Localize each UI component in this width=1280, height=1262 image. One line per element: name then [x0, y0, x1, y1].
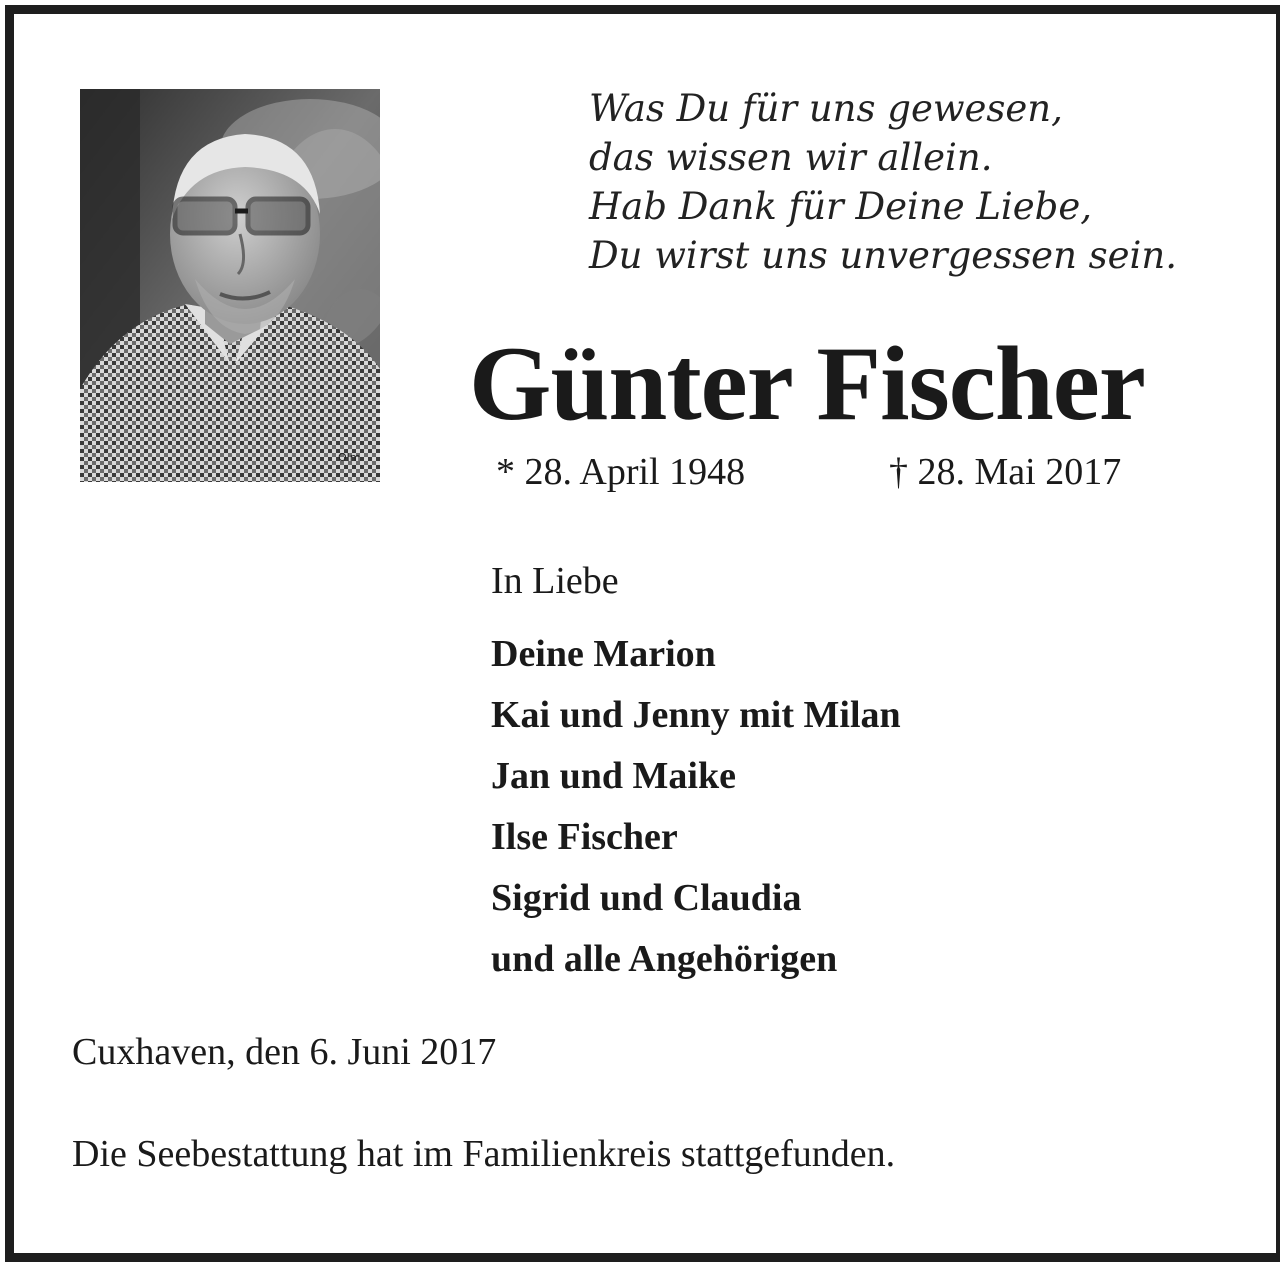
svg-text:Olm: Olm	[338, 451, 361, 464]
mourners-list	[491, 624, 901, 990]
death-date: † 28. Mai 2017	[889, 451, 1122, 493]
verse-line: Hab Dank für Deine Liebe,	[589, 185, 1093, 228]
birth-date: * 28. April 1948	[496, 451, 746, 493]
verse-line: Du wirst uns unvergessen sein.	[589, 234, 1177, 277]
portrait-photo	[80, 89, 380, 482]
deceased-name: Günter Fischer	[469, 325, 1145, 442]
mourner-line: Ilse Fischer	[491, 816, 678, 858]
verse-line: das wissen wir allein.	[589, 136, 993, 179]
mourner-line: Kai und Jenny mit Milan	[491, 694, 901, 736]
mourner-line: Jan und Maike	[491, 755, 736, 797]
place-and-date: Cuxhaven, den 6. Juni 2017	[72, 1031, 497, 1073]
mourner-line: Deine Marion	[491, 633, 716, 675]
burial-note: Die Seebestattung hat im Familienkreis stattgefunden.	[72, 1133, 896, 1175]
memorial-verse	[589, 84, 1229, 280]
verse-line: Was Du für uns gewesen,	[589, 87, 1063, 130]
obituary-frame	[5, 5, 1280, 1262]
in-love-label: In Liebe	[491, 560, 619, 602]
mourner-line: und alle Angehörigen	[491, 938, 838, 980]
mourner-line: Sigrid und Claudia	[491, 877, 802, 919]
